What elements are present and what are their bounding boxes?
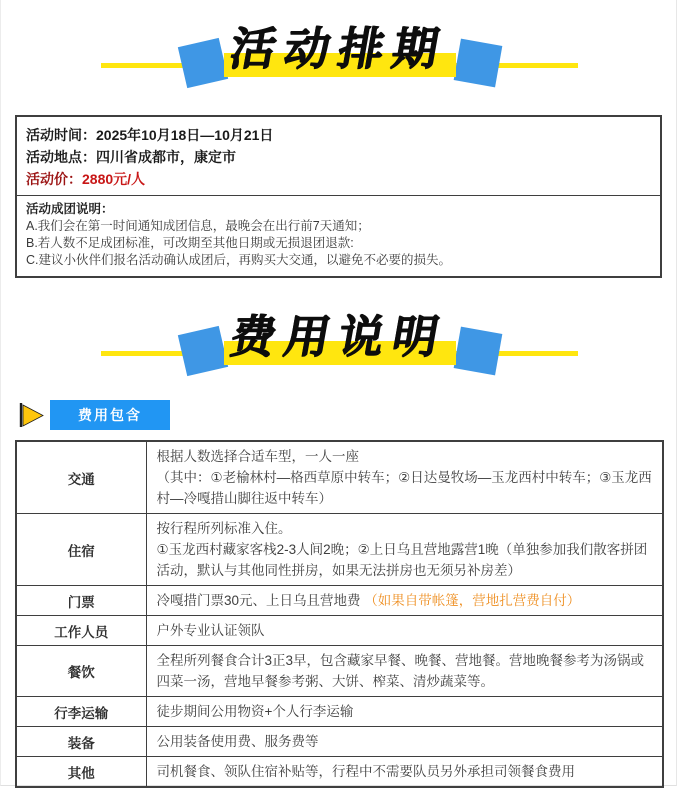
activity-time-value: 2025年10月18日—10月21日: [96, 127, 274, 143]
row-label: 其他: [16, 757, 146, 788]
activity-price-value: 2880元/人: [82, 171, 146, 187]
activity-place-label: 活动地点：: [26, 149, 96, 165]
activity-place-row: [26, 146, 651, 168]
table-row: [16, 697, 663, 727]
row-content: [146, 697, 663, 727]
row-label: 交通: [16, 441, 146, 514]
group-note-item: C.建议小伙伴们报名活动确认成团后，再购买大交通，以避免不必要的损失。: [26, 253, 452, 267]
table-row: [16, 757, 663, 788]
group-notes-title: 活动成团说明：: [26, 202, 114, 216]
row-label: 住宿: [16, 514, 146, 586]
activity-price-row: [26, 168, 651, 190]
fee-include-row: [18, 400, 676, 430]
row-text: 户外专业认证领队: [156, 623, 265, 638]
row-text: ①玉龙西村藏家客栈2-3人间2晚；②上日乌且营地露营1晚（单独参加我们散客拼团活动，默认与其他同性拼房，如果无法拼房也无须另补房差）: [156, 542, 648, 578]
row-label: 工作人员: [16, 616, 146, 646]
table-row: [16, 441, 663, 514]
play-arrow-icon: [18, 400, 45, 430]
activity-info-main: [17, 117, 660, 195]
row-label: 行李运输: [16, 697, 146, 727]
schedule-banner: [1, 0, 676, 100]
table-row: [16, 646, 663, 697]
table-row: [16, 514, 663, 586]
row-note-orange: （如果自带帐篷，营地扎营费自付）: [364, 593, 581, 608]
row-content: [146, 727, 663, 757]
row-content: [146, 514, 663, 586]
row-text: 按行程所列标准入住。: [156, 521, 292, 536]
row-text: 全程所列餐食合计3正3早，包含藏家早餐、晚餐、营地餐。营地晚餐参考为汤锅或四菜一汤，营地早餐参考粥、大饼、榨菜、清炒蔬菜等。: [156, 653, 645, 689]
activity-time-row: [26, 124, 651, 146]
row-label: 门票: [16, 586, 146, 616]
fees-banner-title: 费用说明: [226, 311, 452, 362]
row-text: 公用装备使用费、服务费等: [156, 734, 319, 749]
row-text: 司机餐食、领队住宿补贴等，行程中不需要队员另外承担司领餐食费用: [156, 764, 575, 779]
row-content: [146, 757, 663, 788]
activity-info-box: [15, 115, 662, 278]
row-content: [146, 586, 663, 616]
table-row: [16, 616, 663, 646]
activity-price-label: 活动价：: [26, 171, 82, 187]
activity-place-value: 四川省成都市，康定市: [96, 149, 236, 165]
group-note-item: B.若人数不足成团标准，可改期至其他日期或无损退团退款:: [26, 236, 354, 250]
table-row: [16, 586, 663, 616]
row-label: 餐饮: [16, 646, 146, 697]
row-text: 根据人数选择合适车型，一人一座: [156, 449, 359, 464]
fee-include-button[interactable]: 费用包含: [50, 400, 170, 430]
schedule-banner-title: 活动排期: [226, 23, 452, 74]
row-content: [146, 646, 663, 697]
fee-include-table: [15, 440, 664, 788]
row-text: （其中：①老榆林村—格西草原中转车；②日达曼牧场—玉龙西村中转车；③玉龙西村—冷嘎措山脚往返中转车）: [156, 470, 652, 506]
row-content: [146, 616, 663, 646]
row-label: 装备: [16, 727, 146, 757]
group-notes-section: [17, 195, 660, 276]
fees-banner: [1, 288, 676, 388]
group-note-item: A.我们会在第一时间通知成团信息，最晚会在出行前7天通知；: [26, 219, 370, 233]
row-text: 徒步期间公用物资+个人行李运输: [156, 704, 354, 719]
row-content: [146, 441, 663, 514]
table-row: [16, 727, 663, 757]
row-text: 冷嘎措门票30元、上日乌且营地费: [156, 593, 361, 608]
activity-time-label: 活动时间：: [26, 127, 96, 143]
